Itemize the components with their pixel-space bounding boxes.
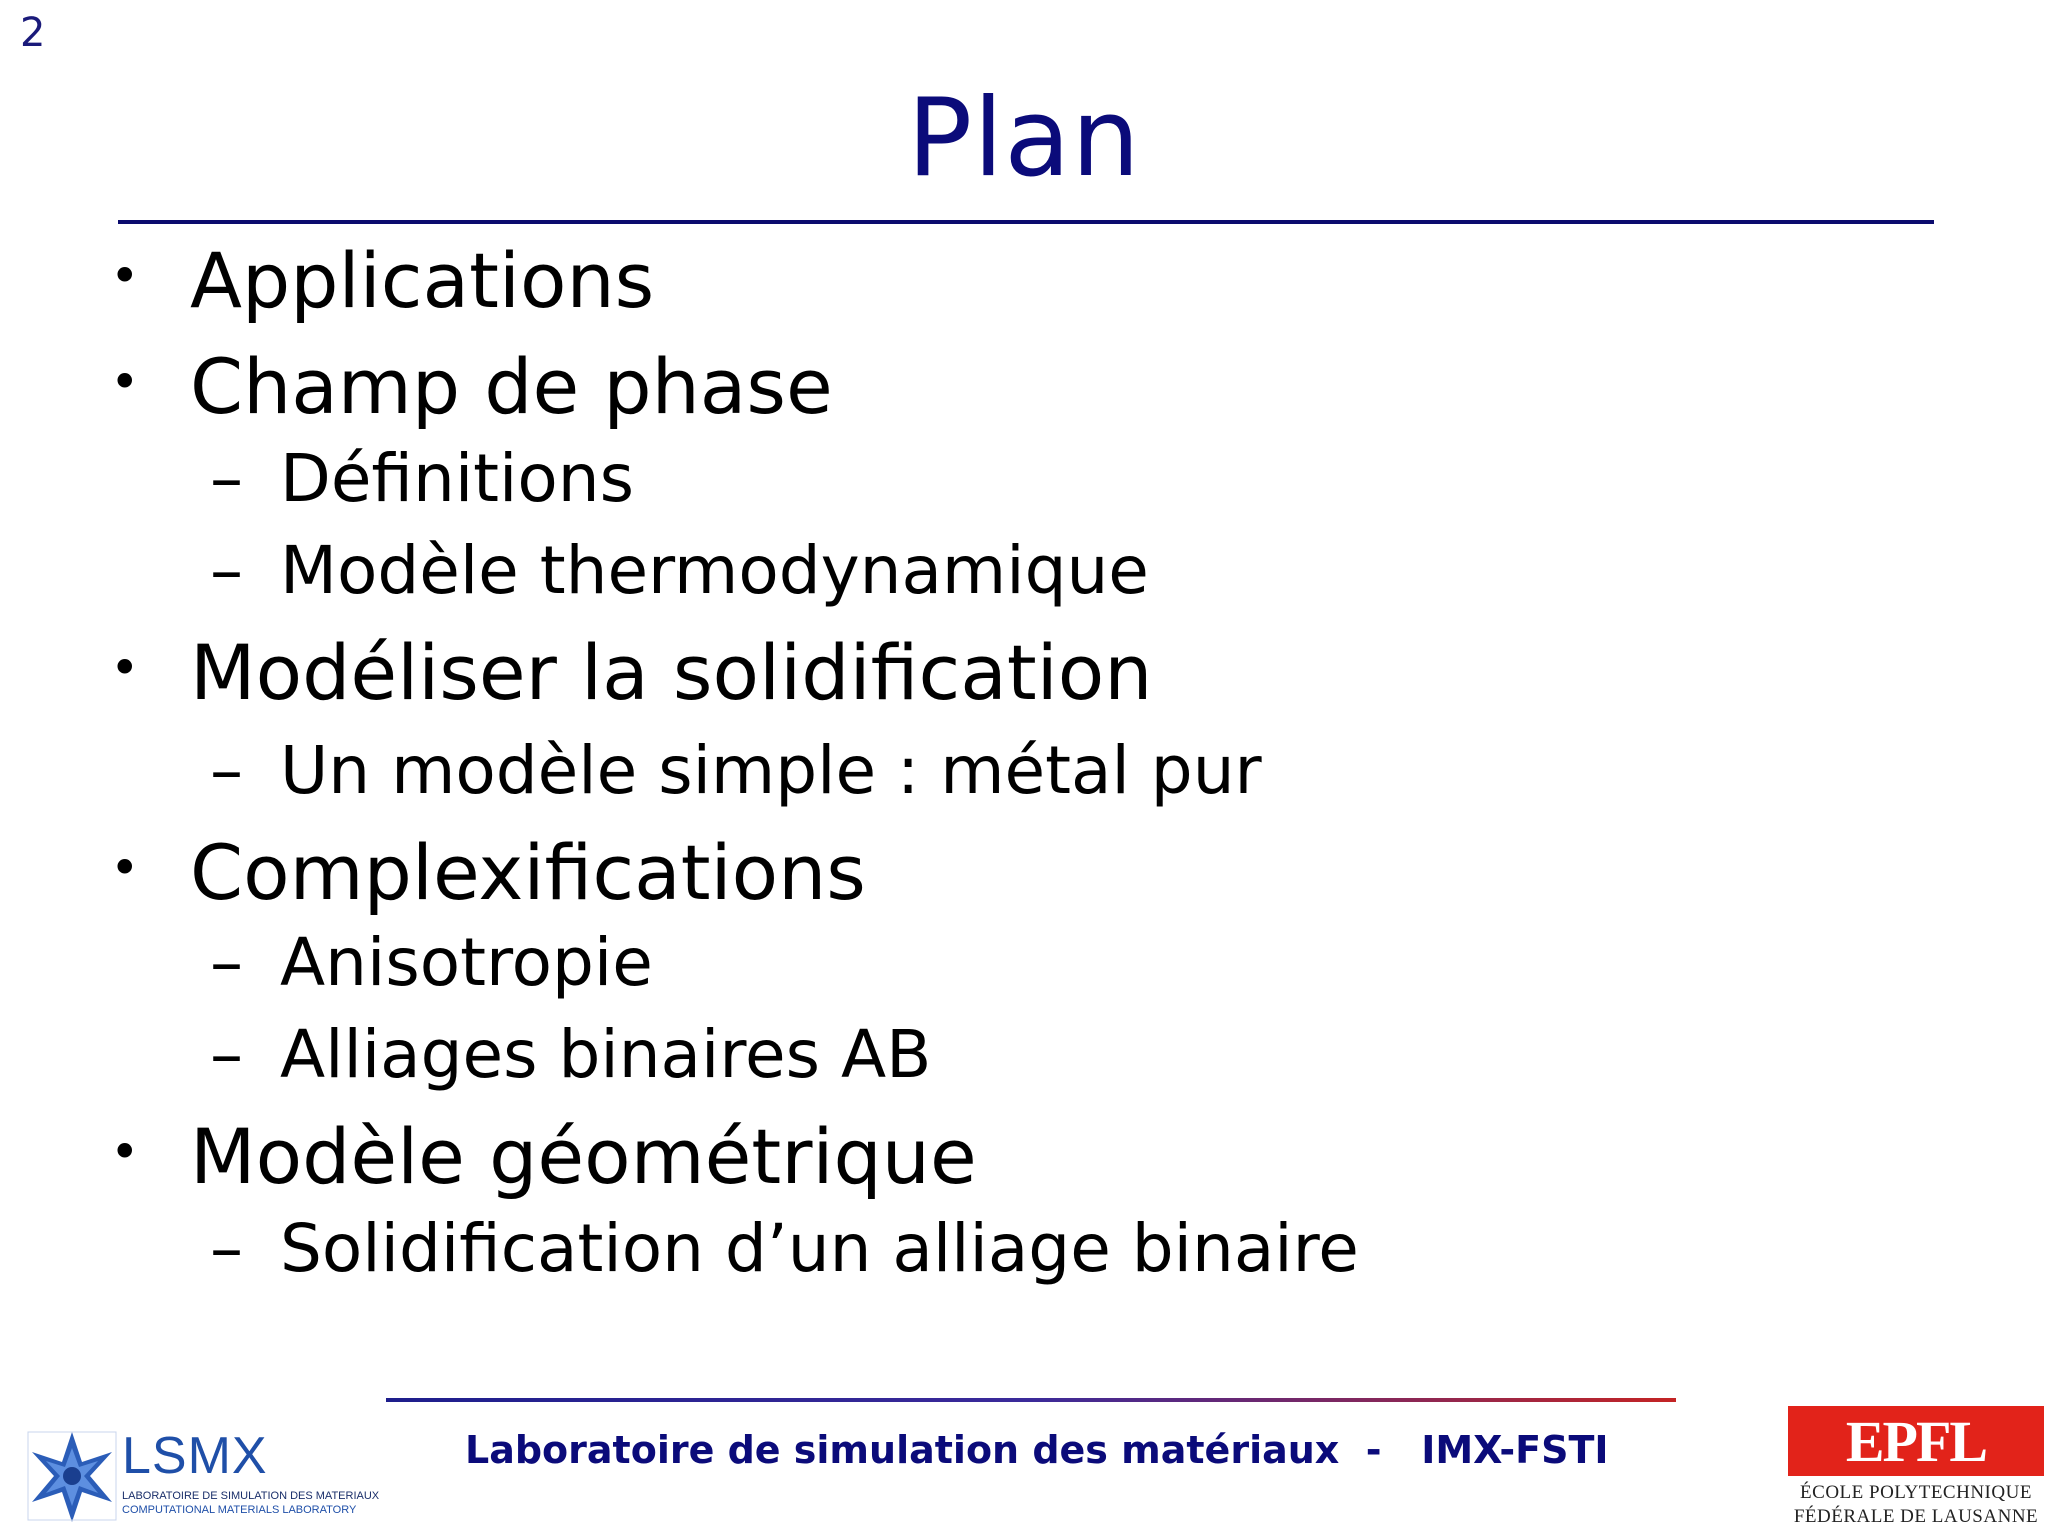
- dash-marker: –: [210, 440, 243, 517]
- outline-item-text: Anisotropie: [280, 924, 653, 1001]
- footer-lab-name: Laboratoire de simulation des matériaux - IMX-FSTI: [465, 1428, 1609, 1472]
- outline-subitem: [210, 1210, 1359, 1287]
- bullet-marker: •: [110, 839, 140, 897]
- epfl-name-line1: ÉCOLE POLYTECHNIQUE: [1800, 1482, 2032, 1503]
- outline-item-text: Champ de phase: [190, 342, 833, 431]
- outline-item-text: Modéliser la solidification: [190, 628, 1153, 717]
- lsmx-name: LSMX: [122, 1427, 268, 1485]
- lsmx-logo: [26, 1426, 380, 1526]
- outline-item-text: Complexifications: [190, 828, 866, 917]
- outline-item-text: Modèle thermodynamique: [280, 532, 1149, 609]
- dash-marker: –: [210, 532, 243, 609]
- outline-item-text: Solidification d’un alliage binaire: [280, 1210, 1359, 1287]
- epfl-logo: [1788, 1406, 2044, 1530]
- outline-item-text: Applications: [190, 236, 655, 325]
- epfl-name-line2: FÉDÉRALE DE LAUSANNE: [1793, 1506, 2039, 1527]
- bullet-marker: •: [110, 1123, 140, 1181]
- outline-item: [110, 342, 833, 431]
- dash-marker: –: [210, 732, 243, 809]
- outline-item: [110, 628, 1152, 717]
- outline-item-text: Définitions: [280, 440, 634, 517]
- outline-subitem: [210, 532, 1149, 609]
- footer-divider: [386, 1398, 1676, 1402]
- bullet-marker: •: [110, 639, 140, 697]
- epfl-red-block: [1788, 1406, 2044, 1476]
- outline-item: [110, 828, 866, 917]
- dash-marker: –: [210, 1016, 243, 1093]
- outline-item-text: Un modèle simple : métal pur: [280, 732, 1262, 809]
- outline-subitem: [210, 440, 634, 517]
- slide-title: Plan: [907, 76, 1141, 201]
- outline-subitem: [210, 924, 653, 1001]
- outline-item-text: Alliages binaires AB: [280, 1016, 932, 1093]
- bullet-marker: •: [110, 353, 140, 411]
- outline-subitem: [210, 732, 1262, 809]
- lsmx-subtitle-fr: LABORATOIRE DE SIMULATION DES MATERIAUX: [122, 1490, 380, 1502]
- bullet-marker: •: [110, 247, 140, 305]
- epfl-wordmark: EPFL: [1845, 1409, 1987, 1474]
- lsmx-subtitle-en: COMPUTATIONAL MATERIALS LABORATORY: [122, 1504, 357, 1516]
- outline-item: [110, 236, 654, 325]
- dash-marker: –: [210, 924, 243, 1001]
- snowflake-crystal-icon: [26, 1426, 122, 1526]
- outline-item: [110, 1112, 977, 1201]
- dash-marker: –: [210, 1210, 243, 1287]
- outline-item-text: Modèle géométrique: [190, 1112, 977, 1201]
- slide-number: 2: [20, 10, 46, 56]
- outline-subitem: [210, 1016, 931, 1093]
